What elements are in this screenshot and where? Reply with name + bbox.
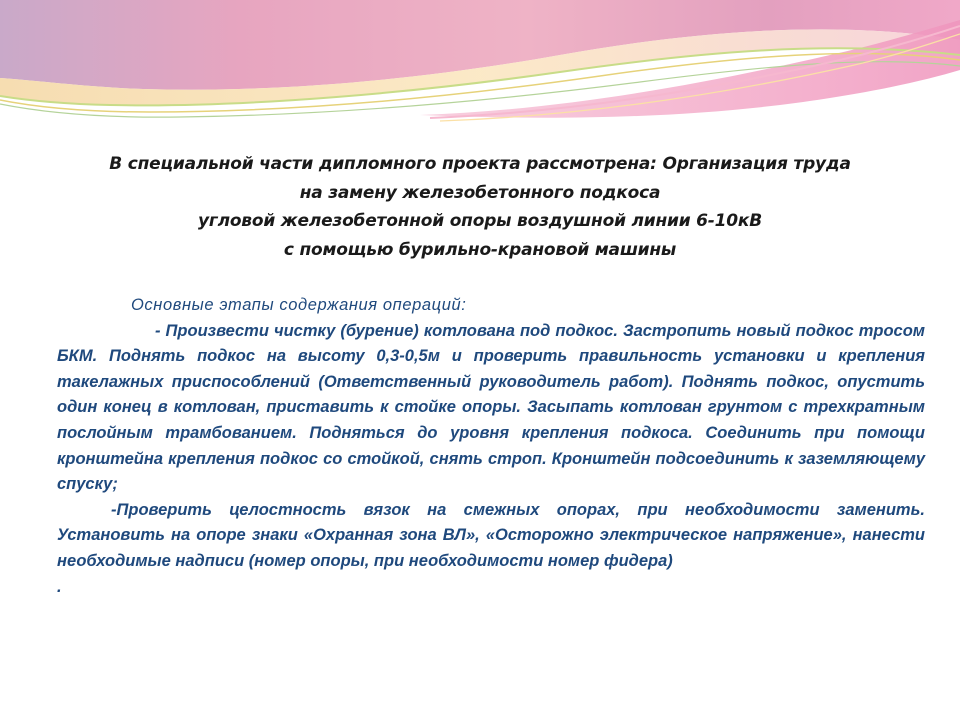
title-line-2: на замену железобетонного подкоса — [299, 182, 661, 203]
slide-body — [57, 293, 925, 601]
body-paragraph-1: - Произвести чистку (бурение) котлована под подкос. Застропить новый подкос тросом БКМ. Поднять подкос на высоту 0,3-0,5м и проверить правильность установки и крепления такелажных приспособлений (Ответственный руководитель работ). Поднять подкос, опустить один конец в котлован, приставить к стойке опоры. Засыпать котлован грунтом с трехкратным послойным трамбованием. Подняться до уровня крепления подкоса. Соединить при помощи кронштейна крепления подкос со стойкой, снять строп. Кронштейн подсоединить к заземляющему спуску; — [57, 321, 925, 494]
decorative-wave-banner — [0, 0, 960, 140]
body-subheading: Основные этапы содержания операций: — [131, 296, 467, 314]
title-line-3: угловой железобетонной опоры воздушной линии 6-10кВ — [198, 211, 762, 231]
slide-title — [60, 150, 900, 264]
body-paragraph-2: -Проверить целостность вязок на смежных опорах, при необходимости заменить. Установить на опоре знаки «Охранная зона ВЛ», «Осторожно электрическое напряжение», нанести необходимые надписи (номер опоры, при необходимости номер фидера) — [57, 500, 925, 570]
body-trailing-dot: . — [57, 577, 62, 596]
title-line-4: с помощью бурильно-крановой машины — [283, 239, 677, 260]
title-line-1: В специальной части дипломного проекта рассмотрена: Организация труда — [109, 154, 851, 174]
